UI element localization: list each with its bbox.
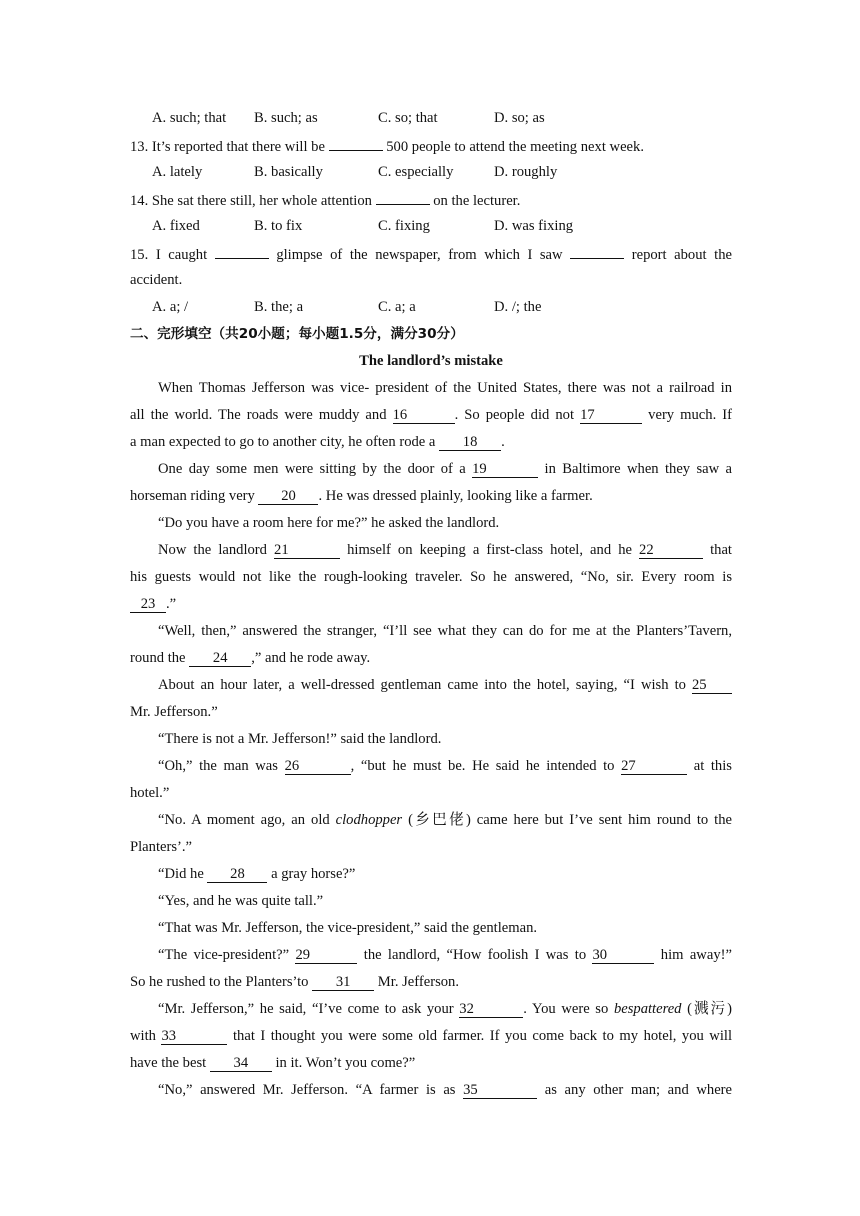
blank-30: 30 bbox=[592, 945, 654, 964]
option-b: B. basically bbox=[254, 164, 323, 180]
blank-29: 29 bbox=[295, 945, 357, 964]
option-c: C. especially bbox=[378, 164, 454, 180]
q15-options bbox=[130, 294, 732, 321]
text: that I thought you were some old farmer. If you come back to my hotel, you will bbox=[232, 1028, 733, 1044]
text: One day some men were sitting by the door of a bbox=[158, 461, 466, 477]
text: . You were so bbox=[523, 1001, 609, 1017]
passage-line: “There is not a Mr. Jefferson!” said the landlord. bbox=[158, 731, 442, 747]
text: have the best bbox=[130, 1055, 207, 1071]
exam-page bbox=[130, 105, 732, 1104]
passage-line bbox=[130, 996, 732, 1023]
text: .” bbox=[166, 596, 177, 612]
q14-blank bbox=[376, 186, 430, 205]
option-d: D. so; as bbox=[494, 110, 545, 126]
blank-23: 23 bbox=[130, 594, 166, 613]
text: , “but he must be. He said he intended to bbox=[350, 758, 615, 774]
italic-word: clodhopper bbox=[335, 812, 403, 828]
blank-26: 26 bbox=[285, 756, 351, 775]
text: “Mr. Jefferson,” he said, “I’ve come to ask your bbox=[158, 1001, 454, 1017]
blank-22: 22 bbox=[639, 540, 703, 559]
text: ,” and he rode away. bbox=[251, 650, 371, 666]
blank-20: 20 bbox=[258, 486, 318, 505]
text: himself on keeping a first-class hotel, and he bbox=[347, 542, 632, 558]
text: the landlord, “How foolish I was to bbox=[363, 947, 587, 963]
blank-32: 32 bbox=[459, 999, 523, 1018]
passage-line bbox=[130, 645, 732, 672]
text: “The vice-president?” bbox=[158, 947, 290, 963]
passage-line bbox=[130, 969, 732, 996]
passage-line: “Yes, and he was quite tall.” bbox=[158, 893, 324, 909]
text: as any other man; and where bbox=[544, 1082, 733, 1098]
passage-line bbox=[130, 483, 732, 510]
text: . He was dressed plainly, looking like a farmer. bbox=[318, 488, 593, 504]
text: “Oh,” the man was bbox=[158, 758, 278, 774]
text: all the world. The roads were muddy and bbox=[130, 407, 387, 423]
text: him away!” bbox=[660, 947, 732, 963]
option-a: A. fixed bbox=[152, 218, 200, 234]
text: very much. If bbox=[648, 407, 733, 423]
question-15 bbox=[130, 240, 732, 267]
option-a: A. lately bbox=[152, 164, 203, 180]
q15-line-2: accident. bbox=[130, 272, 183, 288]
option-c: C. fixing bbox=[378, 218, 430, 234]
q13-stem-end: 500 people to attend the meeting next week. bbox=[382, 139, 644, 155]
blank-33: 33 bbox=[161, 1026, 227, 1045]
blank-21: 21 bbox=[274, 540, 340, 559]
blank-35: 35 bbox=[463, 1080, 537, 1099]
q15-stem-2: glimpse of the newspaper, from which I saw bbox=[276, 247, 563, 263]
option-b: B. to fix bbox=[254, 218, 303, 234]
passage-line: Planters’.” bbox=[130, 839, 193, 855]
text: horseman riding very bbox=[130, 488, 255, 504]
q13-stem: 13. It’s reported that there will be bbox=[130, 139, 329, 155]
text: “No,” answered Mr. Jefferson. “A farmer is as bbox=[158, 1082, 456, 1098]
passage-title: The landlord’s mistake bbox=[359, 353, 503, 369]
passage-line: “Do you have a room here for me?” he asked the landlord. bbox=[158, 515, 500, 531]
text: a gray horse?” bbox=[271, 866, 356, 882]
passage-line bbox=[130, 537, 732, 564]
text: round the bbox=[130, 650, 186, 666]
passage-line bbox=[130, 807, 732, 834]
q14-options bbox=[130, 213, 732, 240]
passage-line bbox=[130, 753, 732, 780]
question-13 bbox=[130, 132, 732, 159]
section-heading: 二、完形填空（共20小题；每小题1.5分，满分30分） bbox=[130, 326, 464, 342]
blank-16: 16 bbox=[393, 405, 455, 424]
text: that bbox=[710, 542, 732, 558]
passage-line: “Well, then,” answered the stranger, “I’ll see what they can do for me at the Planters’Tavern, bbox=[158, 623, 732, 639]
text: . So people did not bbox=[454, 407, 575, 423]
passage-line: “That was Mr. Jefferson, the vice-president,” said the gentleman. bbox=[158, 920, 538, 936]
blank-34: 34 bbox=[210, 1053, 272, 1072]
blank-27: 27 bbox=[621, 756, 687, 775]
q15-blank-2 bbox=[570, 240, 624, 259]
passage-line: his guests would not like the rough-looking traveler. So he answered, “No, sir. Every room is bbox=[130, 569, 732, 585]
option-c: C. so; that bbox=[378, 110, 438, 126]
question-14 bbox=[130, 186, 732, 213]
text: Mr. Jefferson. bbox=[377, 974, 459, 990]
q13-options bbox=[130, 159, 732, 186]
passage-line bbox=[130, 456, 732, 483]
blank-19: 19 bbox=[472, 459, 538, 478]
text: “Did he bbox=[158, 866, 204, 882]
passage-line bbox=[130, 402, 732, 429]
q14-stem: 14. She sat there still, her whole attention bbox=[130, 193, 376, 209]
blank-24: 24 bbox=[189, 648, 251, 667]
option-d: D. was fixing bbox=[494, 218, 574, 234]
passage-line bbox=[130, 861, 732, 888]
q14-stem-end: on the lecturer. bbox=[429, 193, 521, 209]
passage-line bbox=[130, 591, 732, 618]
text: in Baltimore when they saw a bbox=[544, 461, 733, 477]
q15-stem-3: report about the bbox=[631, 247, 732, 263]
blank-18: 18 bbox=[439, 432, 501, 451]
passage-line bbox=[130, 1077, 732, 1104]
passage-line: Mr. Jefferson.” bbox=[130, 704, 218, 720]
text: About an hour later, a well-dressed gentleman came into the hotel, saying, “I wish to bbox=[158, 677, 686, 693]
text: Now the landlord bbox=[158, 542, 267, 558]
q12-options bbox=[130, 105, 732, 132]
option-d: D. /; the bbox=[494, 299, 542, 315]
option-a: A. such; that bbox=[152, 110, 227, 126]
q13-blank bbox=[329, 132, 383, 151]
blank-31: 31 bbox=[312, 972, 374, 991]
text: . bbox=[501, 434, 505, 450]
option-a: A. a; / bbox=[152, 299, 189, 315]
q15-blank-1 bbox=[215, 240, 269, 259]
blank-28: 28 bbox=[207, 864, 267, 883]
text: a man expected to go to another city, he often rode a bbox=[130, 434, 436, 450]
text: with bbox=[130, 1028, 156, 1044]
text: So he rushed to the Planters’to bbox=[130, 974, 309, 990]
passage-line: When Thomas Jefferson was vice- president of the United States, there was not a railroad in bbox=[158, 380, 732, 396]
passage-line bbox=[130, 429, 732, 456]
q15-stem-1: 15. I caught bbox=[130, 247, 208, 263]
text: “No. A moment ago, an old bbox=[158, 812, 330, 828]
passage-line bbox=[130, 1050, 732, 1077]
passage-line: hotel.” bbox=[130, 785, 170, 801]
passage-line bbox=[130, 672, 732, 699]
option-d: D. roughly bbox=[494, 164, 558, 180]
text: (溅污) bbox=[687, 1001, 732, 1017]
text: (乡巴佬) came here but I’ve sent him round to the bbox=[408, 812, 732, 828]
blank-25: 25 bbox=[692, 675, 732, 694]
option-b: B. the; a bbox=[254, 299, 304, 315]
passage-line bbox=[130, 1023, 732, 1050]
text: at this bbox=[693, 758, 732, 774]
option-b: B. such; as bbox=[254, 110, 318, 126]
italic-word: bespattered bbox=[613, 1001, 682, 1017]
passage-line bbox=[130, 942, 732, 969]
blank-17: 17 bbox=[580, 405, 642, 424]
text: in it. Won’t you come?” bbox=[275, 1055, 416, 1071]
option-c: C. a; a bbox=[378, 299, 416, 315]
